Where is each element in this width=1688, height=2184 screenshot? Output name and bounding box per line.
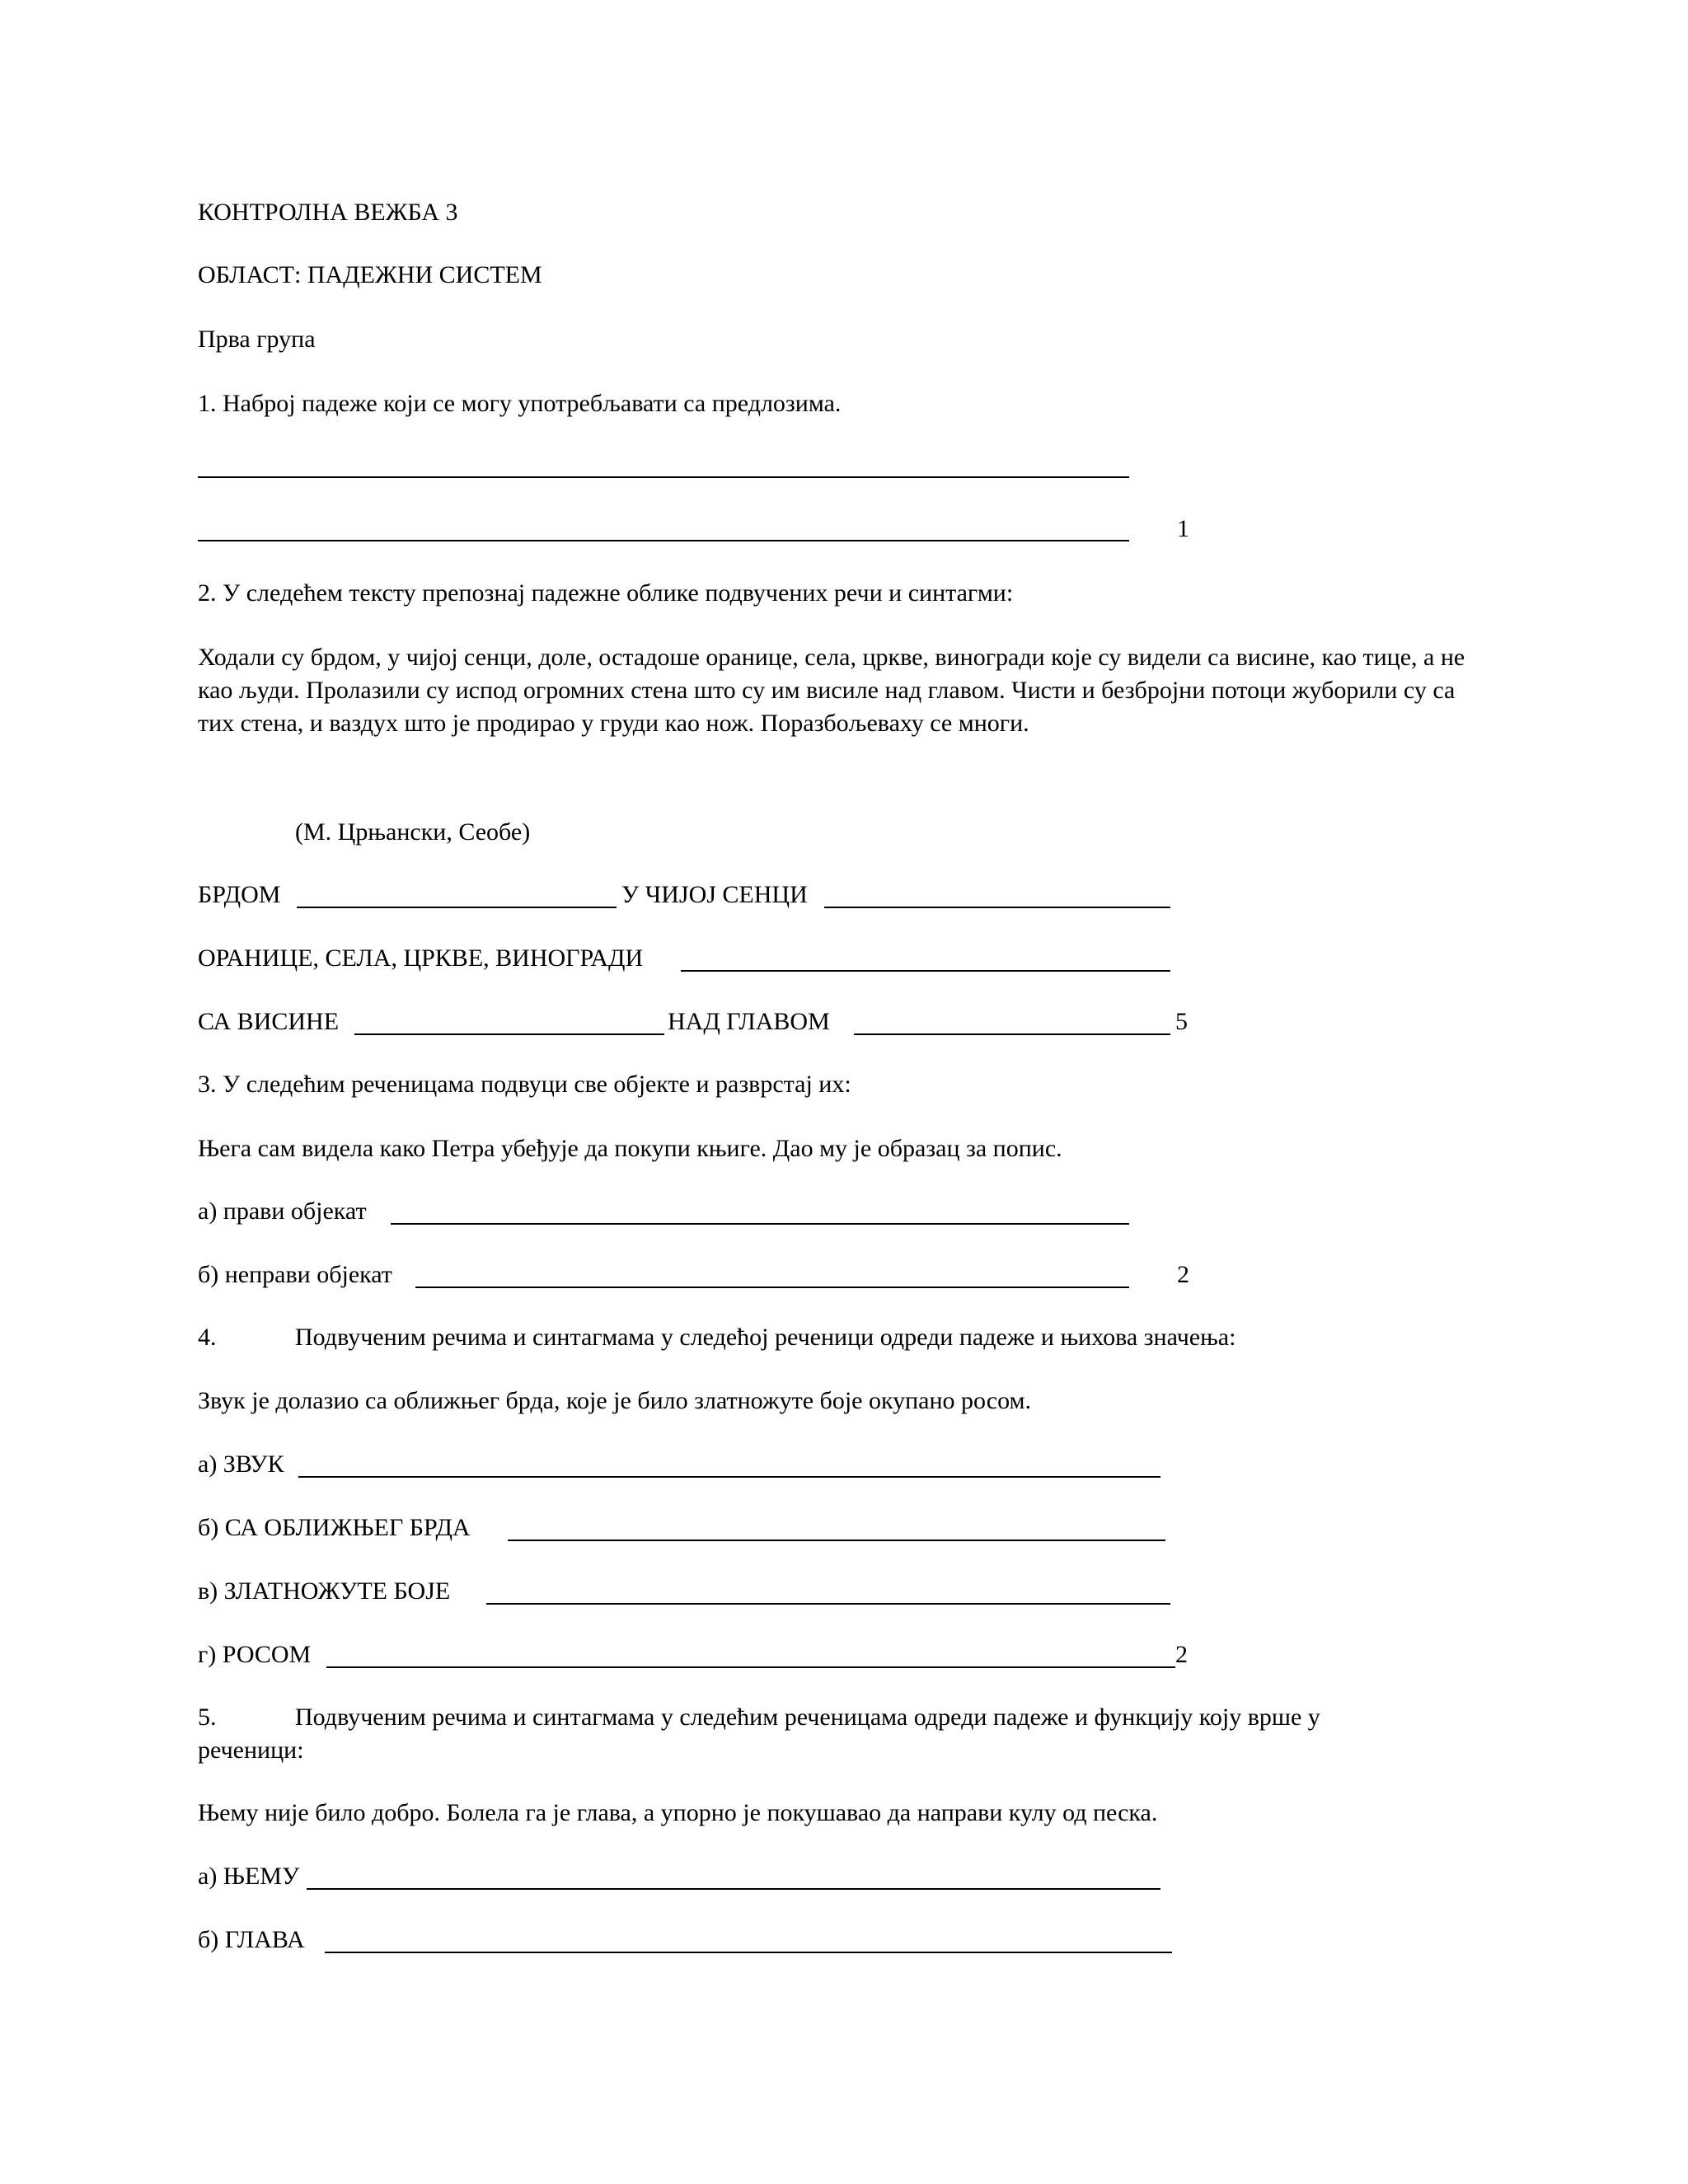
question-3-sentence: Њега сам видела како Петра убеђује да покупи књиге. Дао му је образац за попис. (198, 1135, 1062, 1162)
answer-line[interactable] (824, 907, 1170, 908)
question-4-sentence: Звук је долазио са оближњег брда, које је било златножуте боје окупано росом. (198, 1387, 1032, 1414)
question-3-points: 2 (1177, 1261, 1189, 1288)
question-2-passage: Ходали су брдом, у чијој сенци, доле, остадоше оранице, села, цркве, виногради које су видели са висине, као тице, а не као људи. Пролазили су испод огромних стена што су им висиле над главом. Чисти и безбројни потоци жуборили су са тих стена, и ваздух што је продирао у груди као нож. Поразбољеваху се многи. (198, 644, 1465, 737)
question-4-text: Подвученим речима и синтагмама у следећој реченици одреди падеже и њихова значења: (295, 1324, 1236, 1351)
answer-line[interactable] (198, 476, 1129, 478)
label-zvuk: а) ЗВУК (198, 1451, 284, 1478)
label-zlatnozhute-boje: в) ЗЛАТНОЖУТЕ БОЈЕ (198, 1577, 451, 1605)
question-2-points: 5 (1175, 1008, 1188, 1035)
answer-line[interactable] (307, 1888, 1160, 1890)
question-1-text: 1. Наброј падеже који се могу употребљавати са предлозима. (198, 390, 842, 417)
label-sa-visine: СА ВИСИНЕ (198, 1008, 340, 1035)
label-brdom: БРДОМ (198, 881, 281, 908)
answer-line[interactable] (415, 1286, 1129, 1288)
subject-area: ОБЛАСТ: ПАДЕЖНИ СИСТЕМ (198, 261, 542, 288)
question-1-points: 1 (1177, 515, 1189, 542)
question-3-text: 3. У следећим реченицама подвуци све објекте и разврстај их: (198, 1071, 851, 1098)
answer-line[interactable] (508, 1540, 1165, 1541)
answer-line[interactable] (854, 1033, 1170, 1035)
label-sa-oblizhnjeg-brda: б) СА ОБЛИЖЊЕГ БРДА (198, 1514, 471, 1541)
label-rosom: г) РОСОМ (198, 1641, 312, 1668)
question-5-text: Подвученим речима и синтагмама у следећим реченицама одреди падеже и функцију коју врше у (295, 1704, 1320, 1731)
answer-line[interactable] (326, 1666, 1175, 1668)
question-5-number: 5. (198, 1704, 217, 1731)
label-nad-glavom: НАД ГЛАВОМ (668, 1008, 830, 1035)
answer-line[interactable] (298, 1476, 1160, 1478)
passage-citation: (М. Црњански, Сеобе) (295, 818, 531, 846)
answer-line[interactable] (681, 970, 1170, 972)
answer-line[interactable] (354, 1033, 664, 1035)
label-oranice: ОРАНИЦЕ, СЕЛА, ЦРКВЕ, ВИНОГРАДИ (198, 944, 644, 972)
answer-line[interactable] (297, 907, 617, 908)
question-2-text: 2. У следећем тексту препознај падежне облике подвучених речи и синтагми: (198, 579, 1014, 607)
question-5-text-continued: реченици: (198, 1736, 304, 1764)
answer-line[interactable] (325, 1952, 1172, 1953)
answer-line[interactable] (486, 1603, 1170, 1605)
question-4-number: 4. (198, 1324, 217, 1351)
label-nepravi-objekat: б) неправи објекат (198, 1261, 392, 1288)
question-4-points: 2 (1175, 1641, 1188, 1668)
page-title: КОНТРОЛНА ВЕЖБА 3 (198, 199, 458, 226)
question-5-sentence: Њему није било добро. Болела га је глава, а упорно је покушавао да направи кулу од песка. (198, 1799, 1158, 1826)
answer-line[interactable] (198, 540, 1129, 541)
label-glava: б) ГЛАВА (198, 1926, 305, 1953)
label-njemu: а) ЊЕМУ (198, 1863, 300, 1890)
label-pravi-objekat: а) прави објекат (198, 1197, 367, 1225)
label-chijoj-senci: У ЧИЈОЈ СЕНЦИ (621, 881, 808, 908)
group-label: Прва група (198, 326, 316, 353)
answer-line[interactable] (391, 1223, 1129, 1225)
